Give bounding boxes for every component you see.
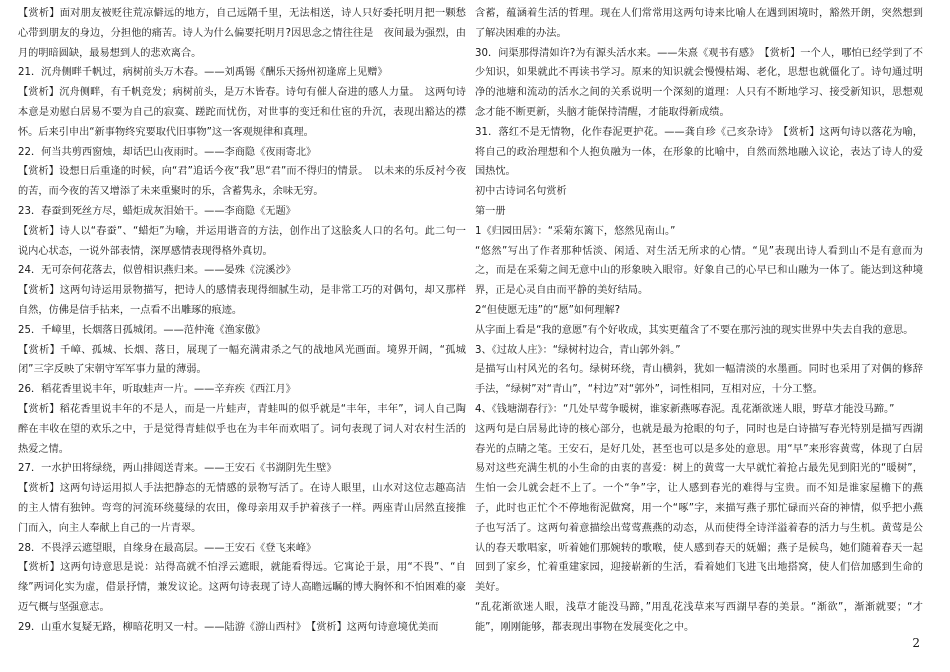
paragraph: 【赏析】沉舟侧畔，有千帆竞发；病树前头，是万木皆春。诗句有催人奋进的感人力量。 这两句诗本意是劝慰白居易不要为自己的寂寞、蹉跎而忧伤，对世事的变迁和仕宦的升沉，表现出豁达的襟怀。后来引申出“新事物终究要取代旧事物”这一客观规律和真理。 [18,87,466,138]
paragraph: 是描写山村风光的名句。绿树环绕，青山横斜，犹如一幅清淡的水墨画。同时也采用了对偶的修辞手法，“绿树”对“青山”，“村边”对“郭外”，词性相同，互相对应，十分工整。 [475,364,923,396]
paragraph: 24．无可奈何花落去，似曾相识燕归来。——晏殊《浣溪沙》 [18,265,296,277]
paragraph: 31．落红不是无情物，化作春泥更护花。——龚自珍《己亥杂诗》 【赏析】这两句诗以落花为喻，将自己的政治理想和个人抱负融为一体，在形象的比喻中，自然而然地融入议论，表达了诗人的爱国热忱。 [475,126,923,178]
paragraph: “乱花渐欲迷人眼，浅草才能没马蹄，”用乱花浅草来写西湖早春的美景。“渐欲”，渐渐就要；“才能”，刚刚能够，都表现出事物在发展变化之中。 [475,601,923,633]
paragraph: 27．一水护田将绿绕，两山排闼送青来。——王安石《书湖阴先生壁》 [18,463,337,475]
right-column [475,4,923,638]
paragraph: 【赏析】设想日后重逢的时候，向“君”追话今夜“我”思“君”而不得归的情景。 以未来的乐反衬今夜的苦，而今夜的苦又增添了未来重聚时的乐，含蓄隽永，余味无穷。 [18,166,466,198]
paragraph: 这两句是白居易此诗的核心部分，也就是最为抢眼的句子，同时也是白诗描写春光特别是描写西湖春光的点睛之笔。王安石，是好几处，甚至也可以是多处的意思。用“早”来形容黄莺，体现了白居易对这些充满生机的小生命的由衷的喜爱：树上的黄莺一大早就忙着抢占最先见到阳光的“暖树”，生怕一会儿就会赶不上了。一个“争”字，让人感到春光的难得与宝贵。而不知是谁家屋檐下的燕子，此时也正忙个不停地衔泥做窝，用一个“啄”字，来描写燕子那忙碌而兴奋的神情，似乎把小燕子也写活了。这两句着意描绘出莺莺燕燕的动态，从而使得全诗洋溢着春的活力与生机。黄莺是公认的春天歌唱家，听着她们那婉转的歌喉，使人感到春天的妩媚；燕子是候鸟，她们随着春天一起回到了家乡，忙着重建家园，迎接崭新的生活，看着她们飞进飞出地搭窝，使人们倍加感到生命的美好。 [475,423,923,594]
paragraph: 22．何当共剪西窗烛，却话巴山夜雨时。——李商隐《夜雨寄北》 [18,146,317,158]
paragraph: 【赏析】这两句诗运用景物描写，把诗人的感情表现得细腻生动，是非常工巧的对偶句，却又那样自然，仿佛是信手拈来，一点看不出雕琢的痕迹。 [18,285,466,316]
paragraph: 3、《过故人庄》：“绿树村边合，青山郭外斜。” [475,344,681,356]
paragraph: 【赏析】面对朋友被贬往荒凉僻远的地方，自己远隔千里，无法相送，诗人只好委托明月把一颗愁心带到朋友的身边，分担他的痛苦。诗人为什么偏要托明月?因思念之情往往是 夜间最为强烈，由月的明暗圆缺，最易想到人的悲欢离合。 [18,8,466,59]
paragraph: 21．沉舟侧畔千帆过，病树前头万木春。——刘禹锡《酬乐天扬州初逢席上见赠》 [18,67,388,79]
paragraph: 26．稻花香里说丰年，听取蛙声一片。——辛弃疾《西江月》 [18,384,296,396]
paragraph: “悠然”写出了作者那种恬淡、闲适、对生活无所求的心情。“见”表现出诗人看到山不是有意而为之，而是在采菊之间无意中山的形象映入眼帘。好象自己的心早已和山融为一体了。能达到这种境界，正是心灵自由而平静的美好结局。 [475,245,923,297]
paragraph: 【赏析】稻花香里说丰年的不是人，而是一片蛙声，青蛙叫的似乎就是“丰年，丰年”，词人自己陶醉在丰收在望的欢乐之中，于是觉得青蛙似乎也在为丰年而欢唱了。词句表现了词人对农村生活的热爱之情。 [18,403,466,455]
paragraph: 25．千嶂里，长烟落日孤城闭。——范仲淹《渔家傲》 [18,324,266,336]
paragraph: 【赏析】这两句诗运用拟人手法把静态的无情感的景物写活了。在诗人眼里，山水对这位志趣高洁的主人情有独钟。弯弯的河流环绕蔓绿的农田，像母亲用双手护着孩子一样。两座青山居然直接推门而入，向主人奉献上自己的一片青翠。 [18,483,466,534]
paragraph: 2“但使愿无违”的“愿”如何理解? [475,304,621,316]
paragraph: 23．春蚕到死丝方尽，蜡炬成灰泪始干。——李商隐《无题》 [18,205,296,217]
paragraph: 4、《钱塘湖春行》：“几处早莺争暖树，谁家新燕啄春泥。乱花渐欲迷人眼，野草才能没马蹄。” [475,403,895,415]
left-column [18,4,466,638]
paragraph: 【赏析】这两句诗意思是说：站得高就不怕浮云遮眼，就能看得远。它寓论于景，用“不畏”、“自缘”两词化实为虚，借景抒情，兼发议论。这两句诗表现了诗人高瞻远瞩的博大胸怀和不怕困难的豪迈气概与坚强意志。 [18,562,466,613]
paragraph: 第一册 [475,205,506,217]
paragraph: 28．不畏浮云遮望眼，自缘身在最高层。——王安石《登飞来峰》 [18,542,317,554]
paragraph: 【赏析】诗人以“春蚕”、“蜡炬”为喻，并运用谐音的方法，创作出了这脍炙人口的名句。此二句一说内心状态，一说外部表情，深厚感情表现得格外真切。 [18,225,466,257]
page-number: 2 [912,636,920,650]
paragraph: 从字面上看是“我的意愿”有个好收成，其实更蕴含了不要在那污浊的现实世界中失去自我的意思。 [475,324,914,336]
paragraph: 【赏析】千嶂、孤城、长烟、落日，展现了一幅充满肃杀之气的战地风光画面。境界开阔，“孤城闭”三字反映了宋朝守军军事力量的薄弱。 [18,344,466,376]
paragraph: 含蓄，蕴涵着生活的哲理。现在人们常常用这两句诗来比喻人在遇到困境时，豁然开朗，突然想到了解决困难的办法。 [475,8,923,39]
paragraph: 30．问渠那得清如许?为有源头活水来。——朱熹《观书有感》 【赏析】一个人，哪怕已经学到了不少知识，如果就此不再读书学习。原来的知识就会慢慢枯竭、老化，思想也就僵化了。诗句通过明净的池塘和流动的活水之间的关系说明一个深刻的道理：人只有不断地学习、接受新知识，思想观念才能不断更新，头脑才能保持清醒，才能取得新成绩。 [475,47,923,118]
paragraph: 29．山重水复疑无路，柳暗花明又一村。——陆游《游山西村》 【赏析】这两句诗意境优美而 [18,621,439,633]
paragraph: 1《归园田居》：“采菊东篱下，悠然见南山。” [475,225,676,237]
paragraph: 初中古诗词名句赏析 [475,186,567,198]
